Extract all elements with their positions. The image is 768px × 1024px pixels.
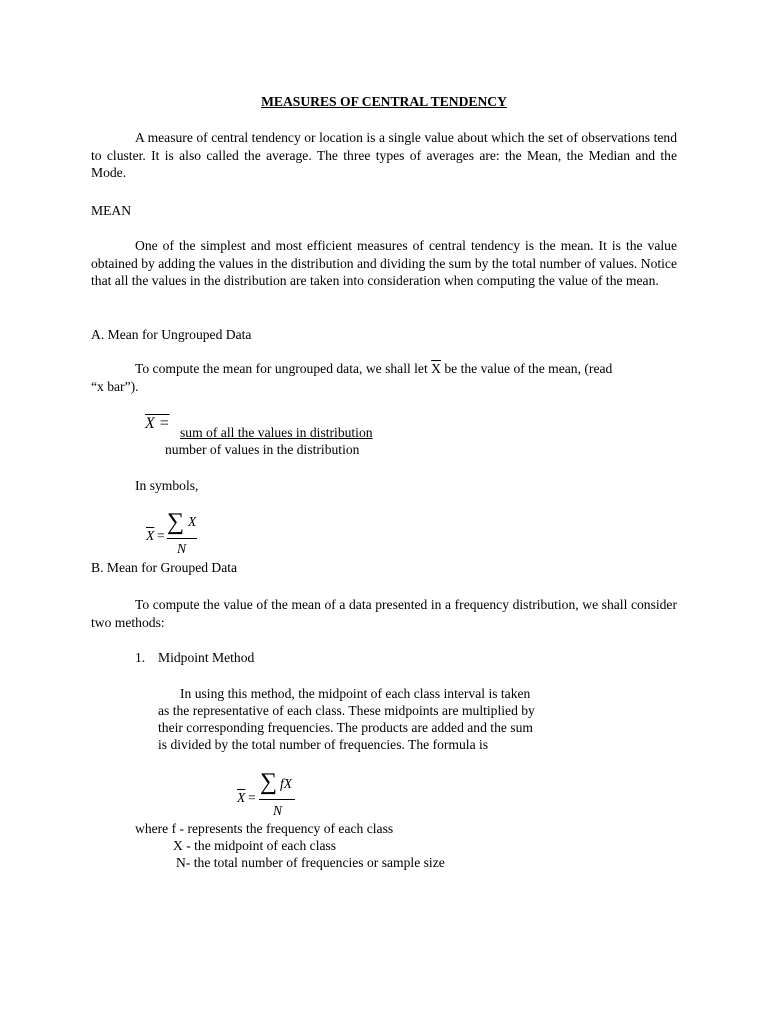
compute-text-post: be the value of the mean, (read [440, 361, 613, 376]
section-b-heading: B. Mean for Grouped Data [91, 560, 238, 575]
midpoint-line-4: is divided by the total number of frequencies. The formula is [158, 737, 489, 752]
intro-paragraph: A measure of central tendency or location is a single value about which the set of observations tend to cluster. It is also called the average. The three types of averages are: the Mean, the Median and the Mode. [91, 130, 677, 181]
page-title: MEASURES OF CENTRAL TENDENCY [261, 94, 507, 109]
formula3-lhs: $\overline{X}$ [237, 790, 246, 805]
sigma-icon: ∑ [167, 509, 185, 535]
method1-number: 1. [135, 650, 146, 665]
formula3-fraction-bar [259, 799, 295, 800]
midpoint-line-3: their corresponding frequencies. The products are added and the sum [158, 720, 533, 735]
formula1-numerator: sum of all the values in distribution [180, 425, 373, 440]
grouped-paragraph: To compute the value of the mean of a data presented in a frequency distribution, we shall consider two methods: [91, 597, 677, 630]
formula3-denominator: N [273, 803, 283, 818]
section-a-heading: A. Mean for Ungrouped Data [91, 327, 252, 342]
formula2-fraction-bar [167, 538, 197, 539]
sigma-icon: ∑ [260, 769, 278, 795]
formula1-lhs: X = [145, 415, 170, 432]
method1-title: Midpoint Method [158, 650, 255, 665]
formula2-denominator: N [177, 541, 187, 556]
formula2-numerator: X [188, 514, 197, 529]
formula2-equals: = [157, 528, 165, 543]
formula1-denominator: number of values in the distribution [165, 442, 360, 457]
formula2-lhs: $\overline{X}$ [146, 528, 155, 543]
midpoint-line-1: In using this method, the midpoint of each class interval is taken [180, 686, 531, 701]
where-line-1: where f - represents the frequency of each class [135, 821, 394, 836]
mean-heading: MEAN [91, 203, 132, 218]
where-line-2: X - the midpoint of each class [173, 838, 337, 853]
formula3-numerator: fX [280, 776, 293, 791]
mean-paragraph: One of the simplest and most efficient measures of central tendency is the mean. It is the value obtained by adding the values in the distribution and dividing the sum by the total number of values. Notice that all the values in the distribution are taken into consideration when computing the value of the mean. [91, 238, 677, 289]
compute-text-pre: To compute the mean for ungrouped data, we shall let [135, 361, 432, 376]
x-bar-symbol: $\overline{X}$ [431, 361, 441, 376]
compute-line-2: “x bar”). [91, 379, 139, 394]
in-symbols-label: In symbols, [135, 478, 199, 493]
where-line-3: N- the total number of frequencies or sample size [176, 855, 445, 870]
midpoint-line-2: as the representative of each class. These midpoints are multiplied by [158, 703, 535, 718]
compute-line [135, 361, 677, 377]
formula3-equals: = [248, 790, 256, 805]
